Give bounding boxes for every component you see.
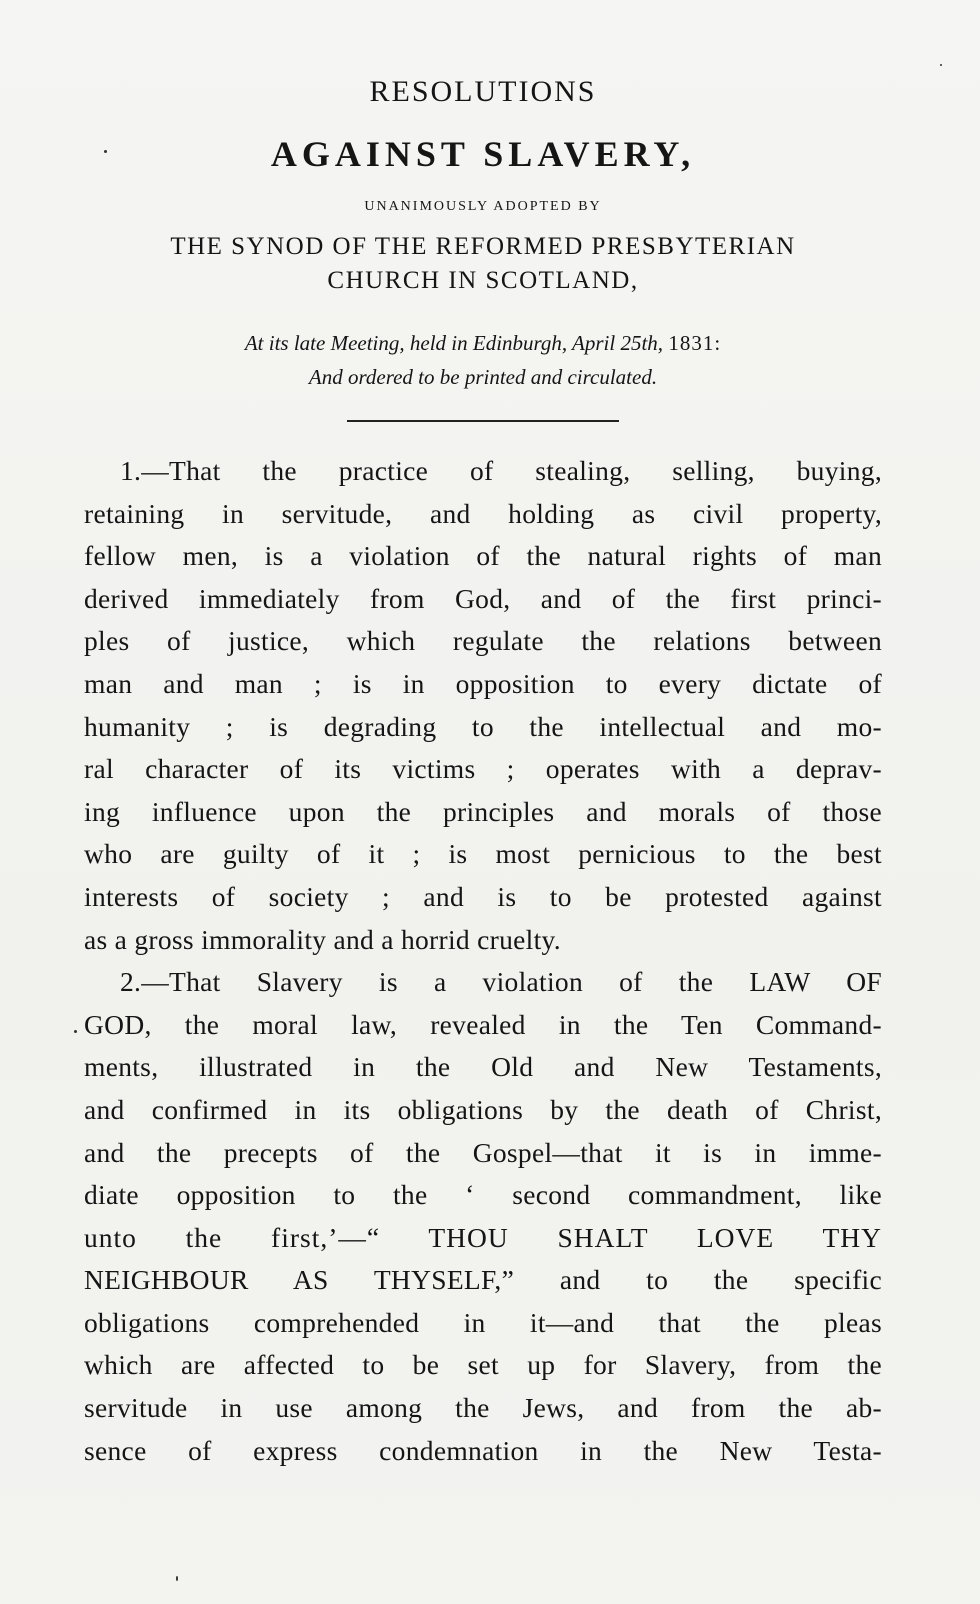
title-against-slavery: AGAINST SLAVERY, bbox=[270, 134, 696, 174]
text-line: derived immediately from God, and of the first princi- bbox=[84, 582, 882, 614]
text-line: man and man ; is in opposition to every dictate of bbox=[84, 667, 882, 699]
text-line: fellow men, is a violation of the natural rights of man bbox=[84, 540, 882, 572]
ordered-line: And ordered to be printed and circulated. bbox=[308, 365, 658, 389]
text-line: GOD, the moral law, revealed in the Ten Command- bbox=[84, 1008, 882, 1040]
text-line: obligations comprehended in it—and that the pleas bbox=[84, 1306, 882, 1338]
synod-line-1: THE SYNOD OF THE REFORMED PRESBYTERIAN bbox=[170, 233, 796, 260]
text-line: unto the first,’—“ THOU SHALT LOVE THY bbox=[84, 1221, 882, 1253]
title-resolutions: RESOLUTIONS bbox=[369, 75, 597, 108]
ink-speck bbox=[176, 1576, 178, 1581]
text-line: retaining in servitude, and holding as civil property, bbox=[84, 497, 882, 529]
meeting-year: 1831: bbox=[668, 331, 722, 355]
text-line: which are affected to be set up for Slavery, from the bbox=[84, 1349, 882, 1381]
text-line: 1.—That the practice of stealing, selling, buying, bbox=[120, 455, 882, 486]
text-line: 2.—That Slavery is a violation of the LAW OF bbox=[120, 966, 882, 998]
ink-speck bbox=[74, 1030, 77, 1033]
resolution-1 bbox=[84, 450, 882, 961]
text-line: humanity ; is degrading to the intellectual and mo- bbox=[84, 710, 882, 742]
text-line: ing influence upon the principles and morals of those bbox=[84, 795, 882, 827]
resolutions-body bbox=[84, 450, 882, 1472]
meeting-info bbox=[84, 326, 882, 394]
text-line: ments, illustrated in the Old and New Testaments, bbox=[84, 1051, 882, 1083]
text-line: and confirmed in its obligations by the death of Christ, bbox=[84, 1093, 882, 1125]
text-line: NEIGHBOUR AS THYSELF,” and to the specific bbox=[84, 1264, 882, 1296]
text-line: interests of society ; and is to be protested against bbox=[84, 880, 882, 912]
section-divider bbox=[347, 420, 619, 422]
ink-speck bbox=[104, 150, 107, 153]
meeting-italic: At its late Meeting, held in Edinburgh, April 25th, bbox=[244, 331, 664, 355]
synod-name bbox=[84, 230, 882, 298]
text-line: diate opposition to the ‘ second commandment, like bbox=[84, 1179, 882, 1211]
resolution-2 bbox=[84, 961, 882, 1472]
adopted-by-line: UNANIMOUSLY ADOPTED BY bbox=[364, 199, 602, 214]
text-line: and the precepts of the Gospel—that it is in imme- bbox=[84, 1136, 882, 1168]
text-line: who are guilty of it ; is most pernicious to the best bbox=[84, 838, 882, 870]
text-line: servitude in use among the Jews, and from the ab- bbox=[84, 1392, 882, 1424]
text-line: as a gross immorality and a horrid cruelty. bbox=[84, 923, 561, 955]
meeting-line bbox=[84, 326, 882, 360]
text-line: ral character of its victims ; operates with a deprav- bbox=[84, 753, 882, 785]
ink-speck bbox=[940, 64, 942, 66]
synod-line-2: CHURCH IN SCOTLAND, bbox=[327, 267, 639, 294]
text-line: sence of express condemnation in the New Testa- bbox=[84, 1434, 882, 1466]
text-line: ples of justice, which regulate the relations between bbox=[84, 625, 882, 657]
